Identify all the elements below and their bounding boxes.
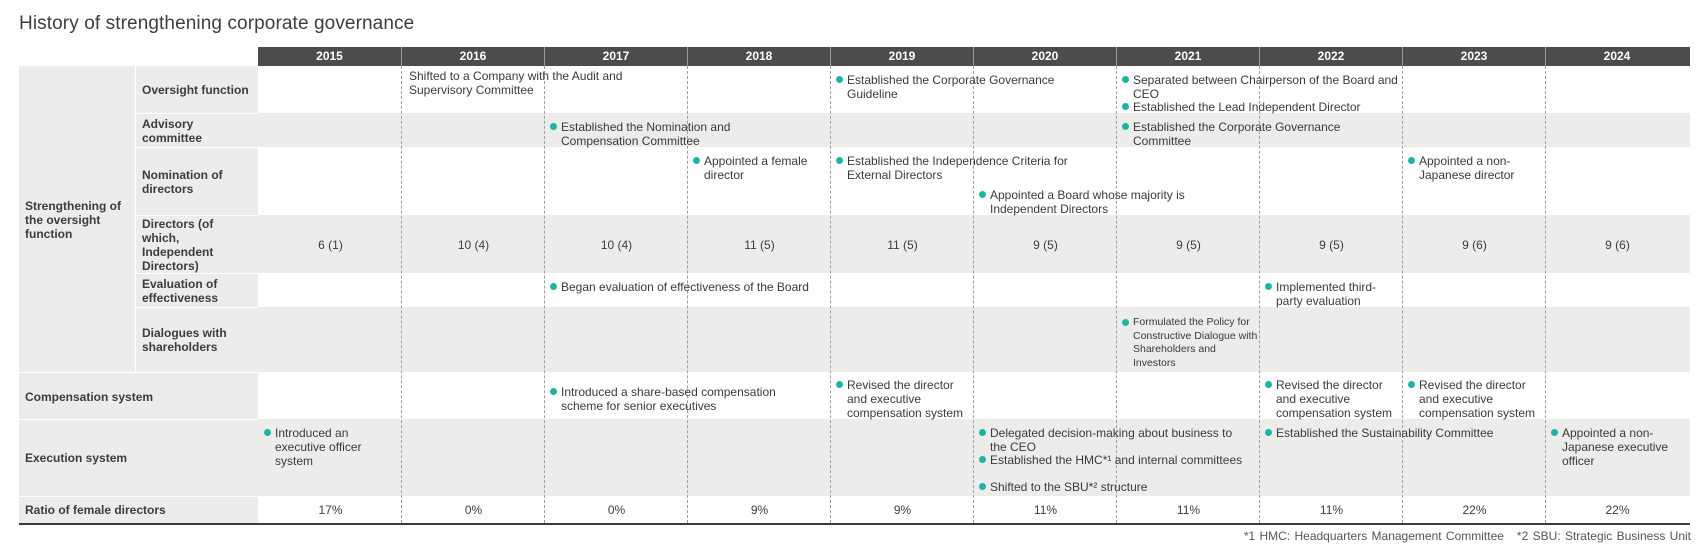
ratio-2020: 11% [1033, 503, 1058, 517]
entry-dialogues-2021: Formulated the Policy for Constructive Dialogue with Shareholders and Investors [1122, 316, 1261, 370]
entry-execution-2020b: Established the HMC*¹ and internal committees [979, 453, 1250, 467]
label-divider [19, 419, 258, 420]
column-divider [1402, 66, 1403, 523]
bullet-dot [1122, 76, 1129, 83]
row-label-oversight: Oversight function [142, 83, 249, 97]
bullet-dot [693, 157, 700, 164]
row-bg-dialogues [19, 307, 1690, 372]
bullet-dot [979, 483, 986, 490]
bullet-dot [264, 429, 271, 436]
bullet-dot [836, 157, 843, 164]
entry-nomination-2019: Established the Independence Criteria for External Directors [836, 154, 1087, 182]
bullet-dot [1265, 381, 1272, 388]
bullet-dot [550, 388, 557, 395]
entry-oversight-2021b: Established the Lead Independent Director [1122, 100, 1413, 114]
entry-evaluation-2022: Implemented third-party evaluation [1265, 280, 1401, 308]
directors-2018: 11 (5) [744, 238, 775, 252]
directors-2023: 9 (6) [1462, 238, 1487, 252]
directors-2015: 6 (1) [318, 238, 343, 252]
row-label-advisory: Advisory committee [142, 117, 203, 145]
ratio-2016: 0% [464, 503, 483, 517]
ratio-2024: 22% [1605, 503, 1630, 517]
ratio-2017: 0% [607, 503, 626, 517]
bullet-dot [979, 191, 986, 198]
entry-execution-2015: Introduced an executive officer system [264, 426, 380, 468]
entry-execution-2024: Appointed a non-Japanese executive officer [1551, 426, 1690, 468]
row-label-dialogues: Dialogues with shareholders [142, 326, 227, 354]
bullet-dot [550, 123, 557, 130]
year-2019: 2019 [830, 47, 973, 66]
entry-compensation-2023: Revised the director and executive compensation system [1408, 378, 1544, 420]
label-divider [136, 147, 258, 148]
year-2020: 2020 [973, 47, 1116, 66]
directors-2021: 9 (5) [1176, 238, 1201, 252]
year-2024: 2024 [1545, 47, 1688, 66]
bullet-dot [1122, 319, 1129, 326]
bullet-dot [1408, 157, 1415, 164]
label-divider [136, 215, 258, 216]
label-divider [19, 496, 258, 497]
year-2016: 2016 [401, 47, 544, 66]
entry-nomination-2023: Appointed a non-Japanese director [1408, 154, 1549, 182]
ratio-2018: 9% [750, 503, 769, 517]
directors-2016: 10 (4) [457, 238, 490, 252]
directors-2022: 9 (5) [1319, 238, 1344, 252]
column-divider [973, 66, 974, 523]
label-divider [136, 307, 258, 308]
group-label: Strengthening of the oversight function [25, 199, 121, 241]
bullet-dot [836, 381, 843, 388]
entry-compensation-2019: Revised the director and executive compensation system [836, 378, 972, 420]
row-bg-advisory [19, 113, 1690, 147]
ratio-2023: 22% [1462, 503, 1487, 517]
label-divider [136, 273, 258, 274]
year-2017: 2017 [544, 47, 687, 66]
column-divider [1545, 66, 1546, 523]
label-divider [136, 113, 258, 114]
year-2022: 2022 [1259, 47, 1402, 66]
bullet-dot [1265, 429, 1272, 436]
column-divider [830, 66, 831, 523]
label-divider [19, 372, 258, 373]
table-bottom-rule [19, 523, 1690, 525]
bullet-dot [1408, 381, 1415, 388]
bullet-dot [1265, 283, 1272, 290]
entry-evaluation-2017: Began evaluation of effectiveness of the Board [550, 280, 811, 294]
year-2021: 2021 [1116, 47, 1259, 66]
ratio-2019: 9% [893, 503, 912, 517]
directors-2024: 9 (6) [1605, 238, 1630, 252]
row-label-ratio: Ratio of female directors [25, 503, 166, 517]
entry-execution-2022: Established the Sustainability Committee [1265, 426, 1546, 440]
entry-compensation-2017: Introduced a share-based compensation scheme for senior executives [550, 385, 811, 413]
row-label-directors: Directors (of which, Independent Directors) [142, 217, 214, 273]
entry-compensation-2022: Revised the director and executive compensation system [1265, 378, 1401, 420]
row-label-execution: Execution system [25, 451, 128, 465]
entry-oversight-2016: Shifted to a Company with the Audit and Supervisory Committee [409, 69, 623, 97]
entry-execution-2020a: Delegated decision-making about business to the CEO [979, 426, 1250, 454]
page-title: History of strengthening corporate governance [19, 13, 415, 34]
directors-2019: 11 (5) [887, 238, 918, 252]
entry-oversight-2019: Established the Corporate Governance Guideline [836, 73, 1057, 101]
directors-2020: 9 (5) [1033, 238, 1058, 252]
year-2023: 2023 [1402, 47, 1545, 66]
ratio-2022: 11% [1319, 503, 1344, 517]
row-bg-evaluation [19, 273, 1690, 307]
entry-advisory-2017: Established the Nomination and Compensation Committee [550, 120, 771, 148]
footnote: *1 HMC: Headquarters Management Committee *2 SBU: Strategic Business Unit [1243, 529, 1691, 543]
row-label-nomination: Nomination of directors [142, 168, 223, 196]
year-header [258, 47, 1690, 66]
directors-2017: 10 (4) [600, 238, 633, 252]
year-2015: 2015 [316, 49, 343, 63]
bullet-dot [1551, 429, 1558, 436]
bullet-dot [550, 283, 557, 290]
entry-advisory-2021: Established the Corporate Governance Committee [1122, 120, 1373, 148]
column-divider [401, 66, 402, 523]
year-2018: 2018 [687, 47, 830, 66]
column-divider [544, 66, 545, 523]
bullet-dot [979, 456, 986, 463]
entry-oversight-2021a: Separated between Chairperson of the Board and CEO [1122, 73, 1413, 101]
row-label-compensation: Compensation system [25, 390, 154, 404]
bullet-dot [1122, 103, 1129, 110]
ratio-2021: 11% [1176, 503, 1201, 517]
entry-execution-2020c: Shifted to the SBU*² structure [979, 480, 1250, 494]
row-label-evaluation: Evaluation of effectiveness [142, 277, 219, 305]
ratio-2015: 17% [318, 503, 343, 517]
entry-nomination-2018: Appointed a female director [693, 154, 824, 182]
bullet-dot [979, 429, 986, 436]
bullet-dot [1122, 123, 1129, 130]
bullet-dot [836, 76, 843, 83]
entry-nomination-2020: Appointed a Board whose majority is Independent Directors [979, 188, 1230, 216]
